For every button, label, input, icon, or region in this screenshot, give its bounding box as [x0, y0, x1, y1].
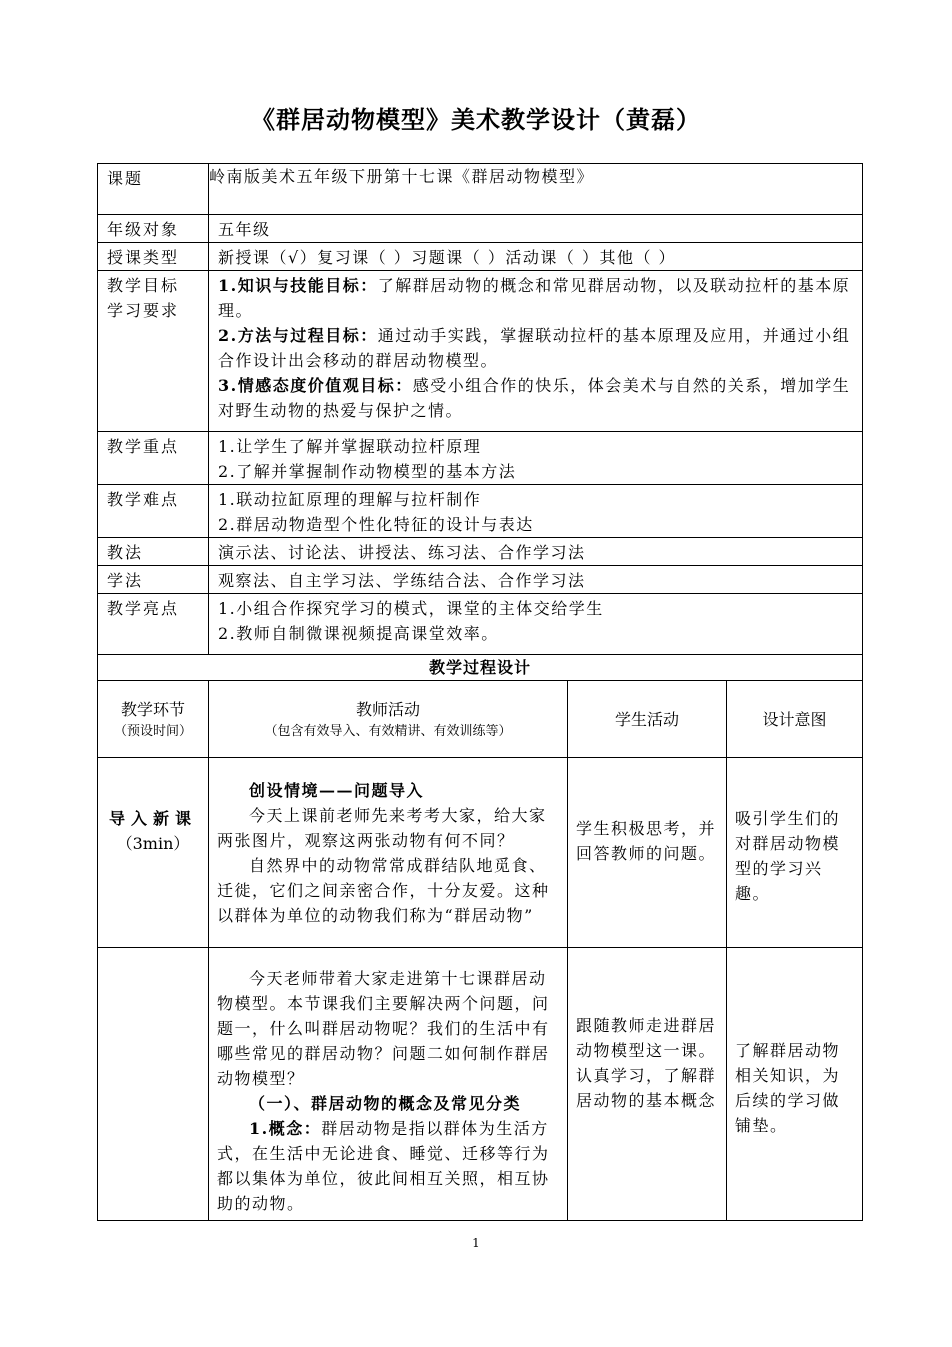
high-label: 教学亮点 — [98, 594, 209, 655]
header-stage — [98, 681, 209, 758]
topic-value: 岭南版美术五年级下册第十七课《群居动物模型》 — [209, 164, 863, 215]
header-teacher-sub: （包含有效导入、有效精讲、有效训练等） — [264, 723, 512, 739]
concept-teacher — [209, 948, 568, 1221]
goals-value — [209, 271, 863, 432]
lesson-plan-table — [97, 163, 863, 1221]
type-value: 新授课（√）复习课（ ）习题课（ ）活动课（ ）其他（ ） — [209, 243, 863, 271]
concept-student-1: 跟随教师走进群居动物模型这一课。 — [576, 1016, 717, 1060]
key-item-2: 2.了解并掌握制作动物模型的基本方法 — [218, 462, 517, 481]
goal-2 — [218, 323, 854, 373]
high-item-1: 1.小组合作探究学习的模式，课堂的主体交给学生 — [218, 599, 604, 618]
goal-2-text: 通过动手实践，掌握联动拉杆的基本原理及应用，并通过小组合作设计出会移动的群居动物模型。 — [218, 326, 851, 370]
learn-value: 观察法、自主学习法、学练结合法、合作学习法 — [209, 566, 863, 594]
concept-student-2: 认真学习，了解群居动物的基本概念 — [576, 1066, 717, 1110]
intro-stage — [98, 758, 209, 948]
row-concept — [98, 948, 863, 1221]
header-student: 学生活动 — [568, 681, 727, 758]
intro-teacher-p2: 自然界中的动物常常成群结队地觅食、迁徙，它们之间亲密合作，十分友爱。这种以群体为单位的动物我们称为“群居动物” — [217, 856, 550, 925]
concept-stage — [98, 948, 209, 1221]
grade-label: 年级对象 — [98, 215, 209, 243]
row-intro — [98, 758, 863, 948]
high-item-2: 2.教师自制微课视频提高课堂效率。 — [218, 624, 499, 643]
goal-1-text: 了解群居动物的概念和常见群居动物，以及联动拉杆的基本原理。 — [218, 276, 851, 320]
diff-value — [209, 485, 863, 538]
concept-teacher-head: （一）、群居动物的概念及常见分类 — [249, 1094, 522, 1113]
intro-teacher-p1: 今天上课前老师先来考考大家，给大家两张图片，观察这两张动物有何不同？ — [217, 806, 547, 850]
intro-stage-time: （3min） — [116, 834, 190, 853]
key-value — [209, 432, 863, 485]
key-item-1: 1.让学生了解并掌握联动拉杆原理 — [218, 437, 482, 456]
intro-student: 学生积极思考，并回答教师的问题。 — [568, 758, 727, 948]
concept-intent: 了解群居动物相关知识，为后续的学习做铺垫。 — [727, 948, 863, 1221]
page-number: 1 — [472, 1236, 480, 1250]
intro-teacher-head: 创设情境——问题导入 — [249, 781, 425, 800]
row-type — [98, 243, 863, 271]
diff-item-2: 2.群居动物造型个性化特征的设计与表达 — [218, 515, 534, 534]
concept-student — [568, 948, 727, 1221]
topic-label: 课题 — [98, 164, 209, 215]
learn-label: 学法 — [98, 566, 209, 594]
document-title: 《群居动物模型》美术教学设计（黄磊） — [251, 106, 701, 134]
row-difficulties — [98, 485, 863, 538]
intro-intent: 吸引学生们的对群居动物模型的学习兴趣。 — [727, 758, 863, 948]
intro-stage-title: 导入新课 — [108, 809, 197, 828]
row-learning — [98, 566, 863, 594]
concept-def-head: 1.概念： — [249, 1119, 322, 1138]
goal-3 — [218, 373, 854, 423]
header-stage-sub: （预设时间） — [113, 723, 192, 739]
process-section-title: 教学过程设计 — [98, 655, 863, 681]
row-highlights — [98, 594, 863, 655]
type-label: 授课类型 — [98, 243, 209, 271]
goal-3-head: 3.情感态度价值观目标： — [218, 376, 413, 395]
row-goals — [98, 271, 863, 432]
concept-teacher-def — [217, 1116, 559, 1216]
intro-teacher — [209, 758, 568, 948]
goal-2-head: 2.方法与过程目标： — [218, 326, 378, 345]
high-value — [209, 594, 863, 655]
diff-item-1: 1.联动拉缸原理的理解与拉杆制作 — [218, 490, 482, 509]
row-grade — [98, 215, 863, 243]
row-method — [98, 538, 863, 566]
row-section-title — [98, 655, 863, 681]
key-label: 教学重点 — [98, 432, 209, 485]
goals-label: 教学目标 学习要求 — [98, 271, 209, 432]
header-stage-title: 教学环节 — [120, 699, 185, 719]
concept-teacher-p1: 今天老师带着大家走进第十七课群居动物模型。本节课我们主要解决两个问题，问题一，什么叫群居动物呢？我们的生活中有哪些常见的群居动物？问题二如何制作群居动物模型？ — [217, 969, 550, 1088]
goal-1-head: 1.知识与技能目标： — [218, 276, 378, 295]
row-key-points — [98, 432, 863, 485]
header-teacher — [209, 681, 568, 758]
grade-value: 五年级 — [209, 215, 863, 243]
method-value: 演示法、讨论法、讲授法、练习法、合作学习法 — [209, 538, 863, 566]
header-teacher-title: 教师活动 — [355, 699, 420, 719]
goal-1 — [218, 273, 854, 323]
goal-3-text: 感受小组合作的快乐，体会美术与自然的关系，增加学生对野生动物的热爱与保护之情。 — [218, 376, 851, 420]
concept-def-text: 群居动物是指以群体为生活方式，在生活中无论进食、睡觉、迁移等行为都以集体为单位，彼此间相互关照，相互协助的动物。 — [217, 1119, 550, 1213]
header-intent: 设计意图 — [727, 681, 863, 758]
row-topic — [98, 164, 863, 215]
method-label: 教法 — [98, 538, 209, 566]
row-process-header — [98, 681, 863, 758]
diff-label: 教学难点 — [98, 485, 209, 538]
